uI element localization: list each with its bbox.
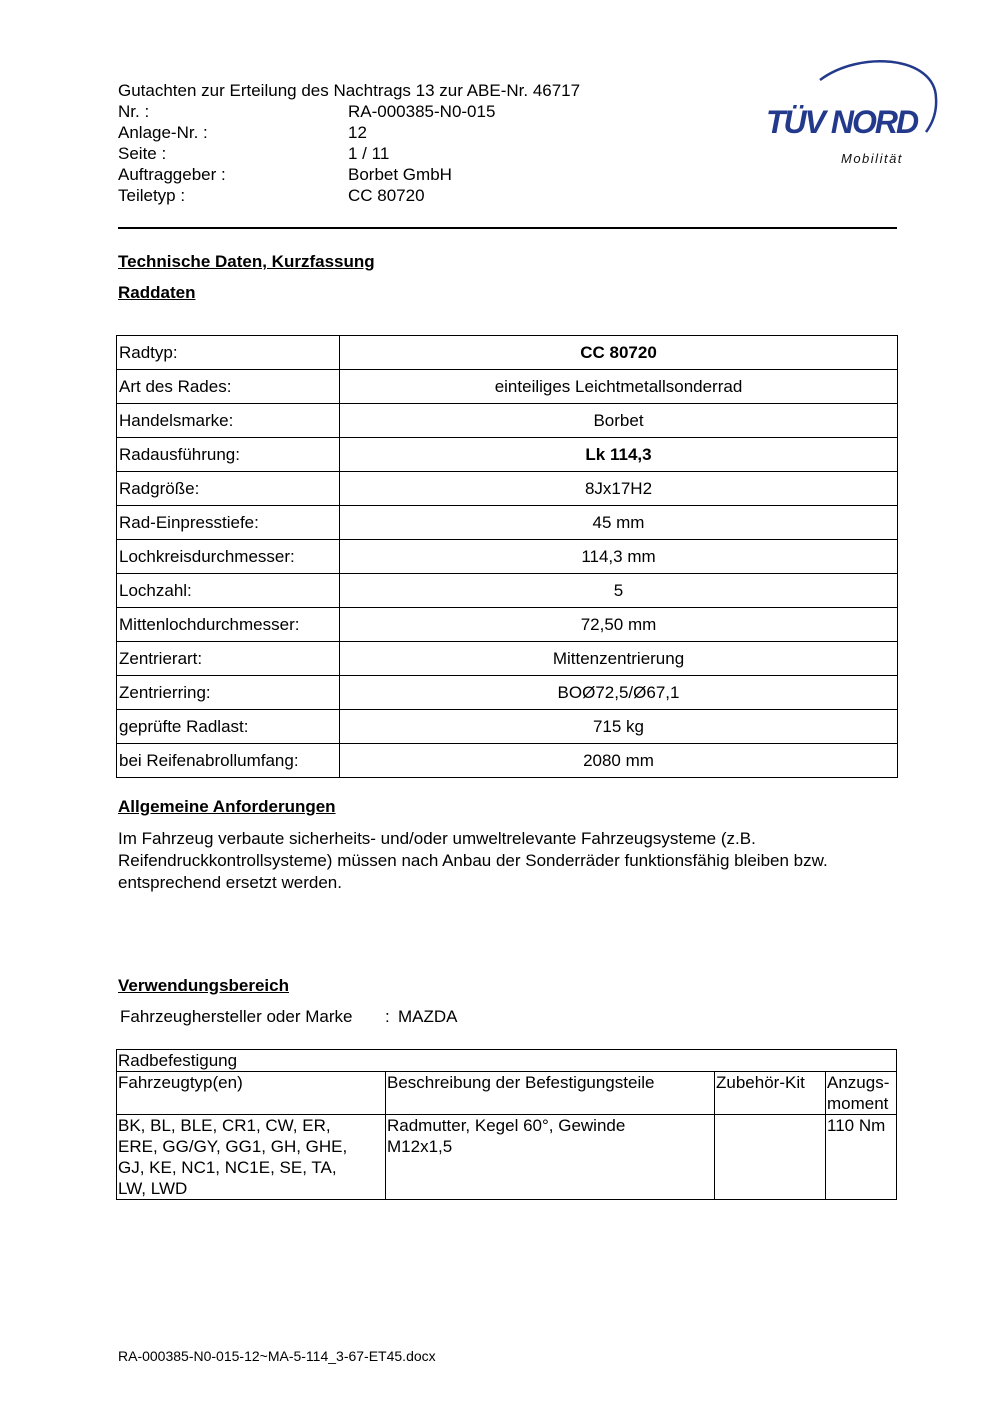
manufacturer-value: MAZDA bbox=[398, 1007, 458, 1026]
cell-description bbox=[386, 1115, 715, 1200]
row-key: Art des Rades: bbox=[117, 370, 340, 404]
tuv-nord-logo bbox=[760, 58, 940, 173]
cell-kit bbox=[715, 1115, 826, 1200]
row-key: Handelsmarke: bbox=[117, 404, 340, 438]
cell-line: LW, LWD bbox=[118, 1179, 188, 1198]
row-key: Radtyp: bbox=[117, 336, 340, 370]
table-header-row bbox=[117, 1072, 897, 1115]
table-caption: Radbefestigung bbox=[117, 1050, 897, 1072]
table-row bbox=[117, 676, 898, 710]
row-value: 114,3 mm bbox=[340, 540, 898, 574]
table-row bbox=[117, 370, 898, 404]
header-kit: Zubehör-Kit bbox=[715, 1072, 826, 1115]
table-row bbox=[117, 642, 898, 676]
header-torque-line: moment bbox=[827, 1094, 889, 1113]
field-value-teiletyp: CC 80720 bbox=[348, 186, 425, 205]
cell-line: BK, BL, BLE, CR1, CW, ER, bbox=[118, 1116, 331, 1135]
table-caption-row bbox=[117, 1050, 897, 1072]
row-key: Rad-Einpresstiefe: bbox=[117, 506, 340, 540]
table-row bbox=[117, 1115, 897, 1200]
manufacturer-label: Fahrzeughersteller oder Marke bbox=[120, 1007, 353, 1026]
row-key: bei Reifenabrollumfang: bbox=[117, 744, 340, 778]
wheel-data-table bbox=[116, 335, 898, 778]
row-key: Lochzahl: bbox=[117, 574, 340, 608]
header-torque bbox=[826, 1072, 897, 1115]
field-value-nr: RA-000385-N0-015 bbox=[348, 102, 496, 121]
logo-subtitle: Mobilität bbox=[841, 151, 903, 166]
section-heading-verwendung: Verwendungsbereich bbox=[118, 976, 289, 995]
table-row bbox=[117, 472, 898, 506]
field-label-nr: Nr. : bbox=[118, 102, 150, 121]
row-key: Lochkreisdurchmesser: bbox=[117, 540, 340, 574]
cell-line: M12x1,5 bbox=[387, 1137, 453, 1156]
table-row bbox=[117, 608, 898, 642]
table-row bbox=[117, 404, 898, 438]
field-value-auftraggeber: Borbet GmbH bbox=[348, 165, 452, 184]
field-label-anlage: Anlage-Nr. : bbox=[118, 123, 208, 142]
table-row bbox=[117, 744, 898, 778]
row-value: Lk 114,3 bbox=[340, 438, 898, 472]
cell-line: ERE, GG/GY, GG1, GH, GHE, bbox=[118, 1137, 348, 1156]
section-heading-allgemein: Allgemeine Anforderungen bbox=[118, 797, 336, 816]
table-row bbox=[117, 438, 898, 472]
row-value: einteiliges Leichtmetallsonderrad bbox=[340, 370, 898, 404]
fitting-table bbox=[116, 1049, 897, 1200]
header-divider bbox=[118, 227, 897, 229]
row-value: 72,50 mm bbox=[340, 608, 898, 642]
manufacturer-separator: : bbox=[385, 1007, 390, 1026]
header-title: Gutachten zur Erteilung des Nachtrags 13 zur ABE-Nr. 46717 bbox=[118, 81, 581, 100]
table-row bbox=[117, 540, 898, 574]
row-value: Mittenzentrierung bbox=[340, 642, 898, 676]
row-key: Zentrierring: bbox=[117, 676, 340, 710]
footer-filename: RA-000385-N0-015-12~MA-5-114_3-67-ET45.docx bbox=[118, 1348, 436, 1364]
row-value: CC 80720 bbox=[340, 336, 898, 370]
row-value: 45 mm bbox=[340, 506, 898, 540]
row-key: Radausführung: bbox=[117, 438, 340, 472]
row-value: 5 bbox=[340, 574, 898, 608]
row-key: Mittenlochdurchmesser: bbox=[117, 608, 340, 642]
field-value-seite: 1 / 11 bbox=[348, 144, 390, 163]
row-key: Zentrierart: bbox=[117, 642, 340, 676]
section-heading-raddaten: Raddaten bbox=[118, 283, 196, 302]
logo-brand: TÜV NORD bbox=[766, 104, 918, 140]
requirements-paragraph bbox=[118, 828, 918, 894]
paragraph-line: Reifendruckkontrollsysteme) müssen nach Anbau der Sonderräder funktionsfähig bleiben bzw. bbox=[118, 851, 828, 870]
field-label-seite: Seite : bbox=[118, 144, 167, 163]
row-value: 8Jx17H2 bbox=[340, 472, 898, 506]
field-label-auftraggeber: Auftraggeber : bbox=[118, 165, 226, 184]
table-row bbox=[117, 336, 898, 370]
cell-vehicle-types bbox=[117, 1115, 386, 1200]
cell-torque: 110 Nm bbox=[826, 1115, 897, 1200]
paragraph-line: entsprechend ersetzt werden. bbox=[118, 873, 342, 892]
table-row bbox=[117, 710, 898, 744]
cell-line: Radmutter, Kegel 60°, Gewinde bbox=[387, 1116, 626, 1135]
row-value: 2080 mm bbox=[340, 744, 898, 778]
field-label-teiletyp: Teiletyp : bbox=[118, 186, 186, 205]
table-row bbox=[117, 574, 898, 608]
header-description: Beschreibung der Befestigungsteile bbox=[386, 1072, 715, 1115]
field-value-anlage: 12 bbox=[348, 123, 367, 142]
row-value: BOØ72,5/Ø67,1 bbox=[340, 676, 898, 710]
row-key: Radgröße: bbox=[117, 472, 340, 506]
table-row bbox=[117, 506, 898, 540]
header-torque-line: Anzugs- bbox=[827, 1073, 890, 1092]
cell-line: GJ, KE, NC1, NC1E, SE, TA, bbox=[118, 1158, 337, 1177]
row-value: Borbet bbox=[340, 404, 898, 438]
row-value: 715 kg bbox=[340, 710, 898, 744]
paragraph-line: Im Fahrzeug verbaute sicherheits- und/oder umweltrelevante Fahrzeugsysteme (z.B. bbox=[118, 829, 756, 848]
section-heading-tech: Technische Daten, Kurzfassung bbox=[118, 252, 375, 271]
row-key: geprüfte Radlast: bbox=[117, 710, 340, 744]
header-vehicle-types: Fahrzeugtyp(en) bbox=[117, 1072, 386, 1115]
